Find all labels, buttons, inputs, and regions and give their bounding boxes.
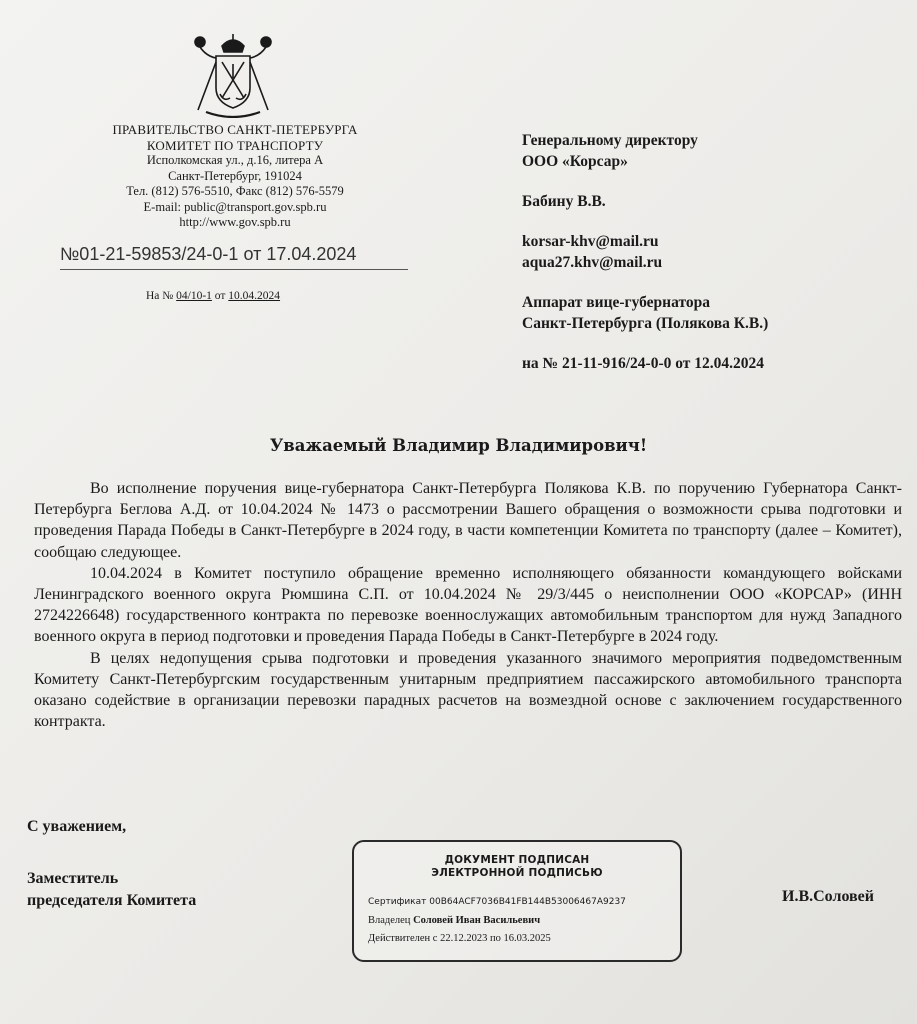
registration-underline [60, 269, 408, 270]
signer-position-line-2: председателя Комитета [27, 892, 197, 909]
addressee-block [522, 130, 902, 374]
issuer-government: ПРАВИТЕЛЬСТВО САНКТ-ПЕТЕРБУРГА [112, 122, 358, 137]
st-petersburg-coat-of-arms-icon [192, 32, 274, 118]
addressee-office-line-1: Аппарат вице-губернатора [522, 294, 710, 311]
addressee-reference: на № 21-11-916/24-0-0 от 12.04.2024 [522, 355, 765, 372]
reply-from: от [214, 290, 226, 302]
addressee-office-line-2: Санкт-Петербурга (Полякова К.В.) [522, 315, 769, 332]
issuer-street: Исполкомская ул., д.16, литера А [146, 153, 324, 167]
addressee-name: Бабину В.В. [522, 193, 606, 210]
reply-date: 10.04.2024 [228, 290, 281, 302]
stamp-owner-label: Владелец [368, 915, 411, 926]
addressee-email-2: aqua27.khv@mail.ru [522, 254, 663, 271]
stamp-certificate-value: 00B64ACF7036B41FB144B53006467A9237 [429, 897, 626, 907]
reply-reference [146, 290, 280, 302]
signer-position [27, 868, 196, 912]
registration-date-prefix: от [243, 244, 262, 264]
issuer-block [60, 122, 410, 231]
stamp-certificate [368, 897, 626, 907]
salutation: Уважаемый Владимир Владимирович! [269, 436, 648, 455]
body-paragraph-1: Во исполнение поручения вице-губернатора Санкт-Петербурга Полякова К.В. по поручению Губернатора Санкт-Петербурга Беглова А.Д. от 10.04.2024 № 1473 о рассмотрении Вашего обращения о возможности срыва подготовки и проведения Парада Победы в Санкт-Петербурге в 2024 году, в части компетенции Комитета по транспорту (далее – Комитет), сообщаю следующее. [34, 480, 902, 561]
issuer-phone: Тел. (812) 576-5510, Факс (812) 576-5579 [126, 184, 344, 198]
stamp-title-line-2: ЭЛЕКТРОННОЙ ПОДПИСЬЮ [431, 867, 603, 879]
electronic-signature-stamp [352, 840, 682, 962]
stamp-owner-value: Соловей Иван Васильевич [413, 915, 541, 926]
signer-position-line-1: Заместитель [27, 870, 119, 887]
registration-number: №01-21-59853/24-0-1 [60, 244, 239, 264]
closing: С уважением, [27, 818, 127, 835]
stamp-title-line-1: ДОКУМЕНТ ПОДПИСАН [444, 854, 590, 866]
issuer-email: E-mail: public@transport.gov.spb.ru [143, 199, 327, 214]
issuer-city: Санкт-Петербург, 191024 [168, 168, 302, 183]
addressee-position: Генеральному директору [522, 132, 698, 149]
registration-date: 17.04.2024 [266, 244, 357, 264]
stamp-certificate-label: Сертификат [368, 897, 427, 907]
letter-body [34, 478, 902, 732]
signer-name: И.В.Соловей [782, 888, 874, 905]
issuer-committee: КОМИТЕТ ПО ТРАНСПОРТУ [146, 137, 324, 153]
body-paragraph-2: 10.04.2024 в Комитет поступило обращение временно исполняющего обязанности командующего войсками Ленинградского военного округа Рюмшина С.П. от 10.04.2024 № 29/3/445 о неисполнении ООО «КОРСАР» (ИНН 2724226648) государственного контракта по перевозке военнослужащих автомобильным транспортом для нужд Западного военного округа в период подготовки и проведения Парада Победы в Санкт-Петербурге в 2024 году. [34, 564, 902, 646]
stamp-validity: Действителен с 22.12.2023 по 16.03.2025 [368, 933, 551, 944]
body-paragraph-3: В целях недопущения срыва подготовки и проведения указанного значимого мероприятия подведомственным Комитету Санкт-Петербургским государственным унитарным предприятием пассажирского автомобильного транспорта оказано содействие в организации перевозки парадных расчетов на возмездной основе с заключением государственного контракта. [34, 649, 902, 731]
registration-line [60, 244, 408, 265]
addressee-company: ООО «Корсар» [522, 153, 628, 170]
addressee-email-1: korsar-khv@mail.ru [522, 233, 659, 250]
stamp-title [354, 854, 680, 880]
issuer-website: http://www.gov.spb.ru [179, 215, 291, 229]
stamp-owner [368, 915, 540, 926]
reply-prefix: На № [146, 290, 174, 302]
reply-number: 04/10-1 [176, 290, 212, 302]
